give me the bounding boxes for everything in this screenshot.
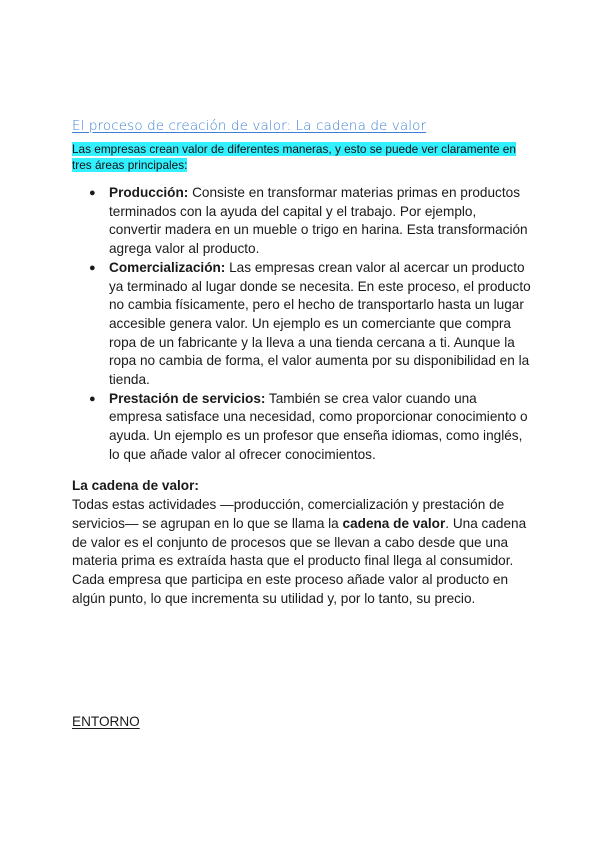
heading-link[interactable]: El proceso de creación de valor: La cadena de valor [72,118,427,134]
value-chain-bold-term: cadena de valor [342,515,446,531]
value-chain-text-after: . Una cadena de valor es el conjunto de procesos que se llevan a cabo desde que una materia prima es extraída hasta que el producto final llega al consumidor. Cada empresa que participa en este proceso añade valor al producto en algún punto, lo que incrementa su utilidad y, por lo tanto, su precio. [72,515,527,606]
value-chain-text-before: Todas estas actividades —producción, comercialización y prestación de servicios— se agrupan en lo que se llama la [72,497,505,531]
intro-highlighted-text: Las empresas crean valor de diferentes maneras, y esto se puede ver claramente en tres áreas principales: [72,142,516,172]
list-item-produccion [72,184,532,259]
list-item-prestacion-servicios [72,390,532,465]
area-term: Comercialización: [109,259,226,275]
area-text: Las empresas crean valor al acercar un producto ya terminado al lugar donde se necesita. En este proceso, el producto no cambia físicamente, pero el hecho de transportarlo hasta un lugar accesible genera valor. Un ejemplo es un comerciante que compra ropa de un fabricante y la lleva a una tienda cercana a ti. Aunque la ropa no cambia de forma, el valor aumenta por su disponibilidad en la tienda. [109,259,531,388]
bullet-icon: ● [89,261,96,274]
list-item-comercializacion [72,259,532,390]
area-text: También se crea valor cuando una empresa satisface una necesidad, como proporcionar conocimiento o ayuda. Un ejemplo es un profesor que enseña idiomas, como inglés, lo que añade valor al ofrecer conocimientos. [109,390,528,462]
areas-list [72,184,532,465]
value-chain-paragraph [72,496,532,609]
area-text: Consiste en transformar materias primas en productos terminados con la ayuda del capital y el trabajo. Por ejemplo, convertir madera en un mueble o trigo en harina. Esta transformación agrega valor al producto. [109,185,528,257]
bullet-icon: ● [89,187,96,199]
value-chain-title: La cadena de valor: [72,478,199,493]
intro-paragraph [72,142,524,173]
bullet-icon: ● [89,392,96,405]
area-term: Prestación de servicios: [109,390,266,406]
area-term: Producción: [109,185,189,200]
entorno-heading: ENTORNO [72,714,140,729]
